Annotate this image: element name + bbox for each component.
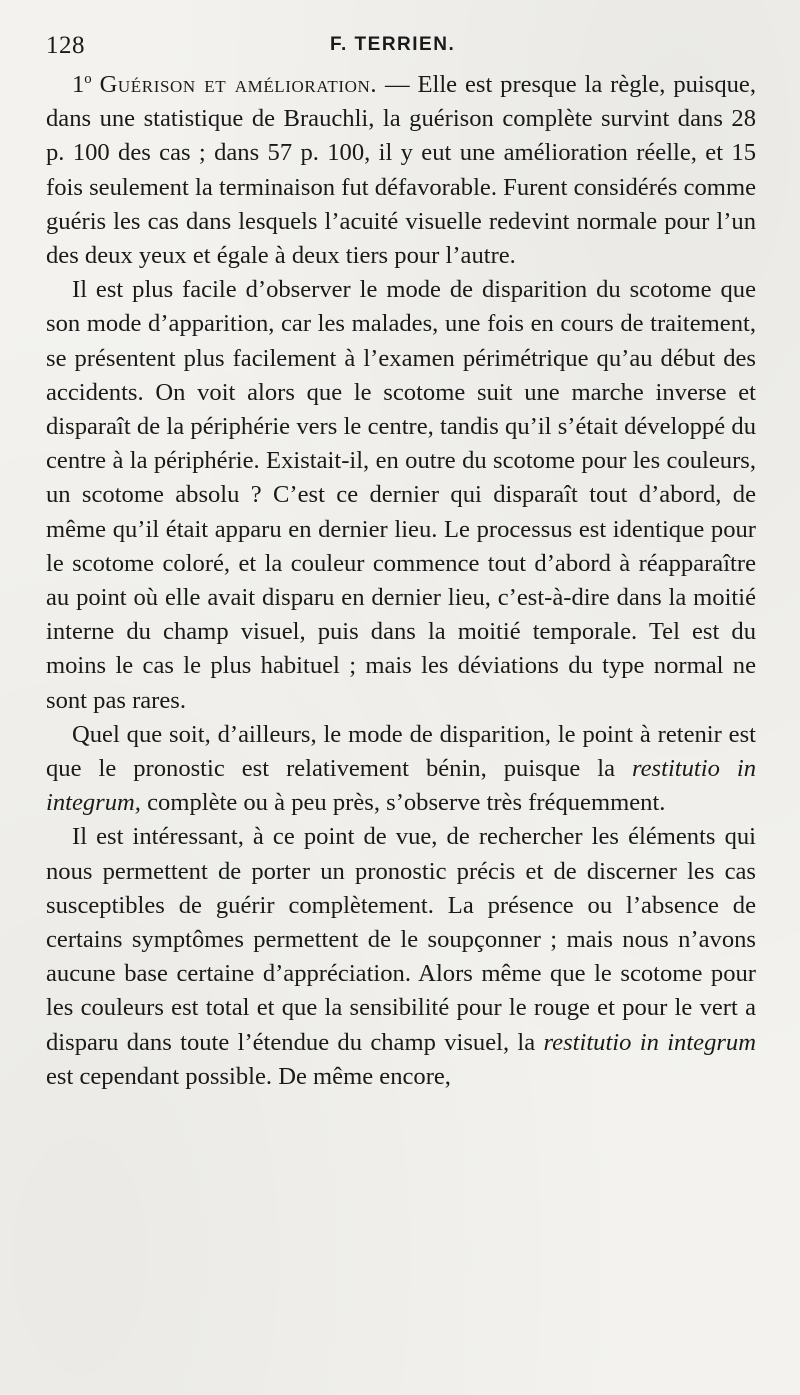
section-heading: Guérison et amélioration. <box>99 71 378 98</box>
paragraph-3 <box>46 718 756 821</box>
paragraph-text: complète ou à peu près, s’observe très fréquemment. <box>140 789 666 817</box>
page-number: 128 <box>46 32 85 59</box>
paragraph-text: Quel que soit, d’ailleurs, le mode de disparition, le point à retenir est que le pronostic est relativement bénin, puisque la <box>46 720 756 783</box>
section-number: 1 <box>72 71 85 98</box>
running-title: F. TERRIEN. <box>330 34 456 55</box>
paragraph-2 <box>46 273 756 718</box>
italic-phrase: restitutio in integrum, <box>46 755 757 817</box>
paragraph-text: Il est plus facile d’observer le mode de disparition du scotome que son mode d’apparition, car les malades, une fois en cours de traitement, se présentent plus facilement à l’examen périmétrique qu’au début des accidents. On voit alors que le scotome suit une marche inverse et disparaît de la périphérie vers le centre, tandis qu’il s’était développé du centre à la périphérie. Existait-il, en outre du scotome pour les couleurs, un scotome absolu ? C’est ce dernier qui disparaît tout d’abord, de même qu’il était apparu en dernier lieu. Le processus est identique pour le scotome coloré, et la couleur commence tout d’abord à réapparaître au point où elle avait disparu en dernier lieu, c’est-à-dire dans la moitié interne du champ visuel, puis dans la moitié temporale. Tel est du moins le cas le plus habituel ; mais les déviations du type normal ne sont pas rares. <box>46 276 756 714</box>
paragraph-4 <box>46 820 756 1094</box>
body-text <box>46 68 756 1094</box>
paragraph-text: est cependant possible. De même encore, <box>46 1062 451 1090</box>
section-number-sup: o <box>84 70 92 87</box>
running-head <box>46 22 756 68</box>
paragraph-text: — Elle est presque la règle, puisque, dans une statistique de Brauchli, la guérison complète survint dans 28 p. 100 des cas ; dans 57 p. 100, il y eut une amélioration réelle, et 15 fois seulement la terminaison fut défavorable. Furent considérés comme guéris les cas dans lesquels l’acuité visuelle redevint normale pour l’un des deux yeux et égale à deux tiers pour l’autre. <box>46 71 756 270</box>
italic-phrase: restitutio in integrum <box>543 1028 756 1056</box>
paragraph-text: Il est intéressant, à ce point de vue, de rechercher les éléments qui nous permettent de porter un pronostic précis et de discerner les cas susceptibles de guérir complètement. La présence ou l’absence de certains symptômes permettent de le soupçonner ; mais nous n’avons aucune base certaine d’appréciation. Alors même que le scotome pour les couleurs est total et que la sensibilité pour le rouge et pour le vert a disparu dans toute l’étendue du champ visuel, la <box>46 823 756 1056</box>
paragraph-1 <box>46 68 756 273</box>
